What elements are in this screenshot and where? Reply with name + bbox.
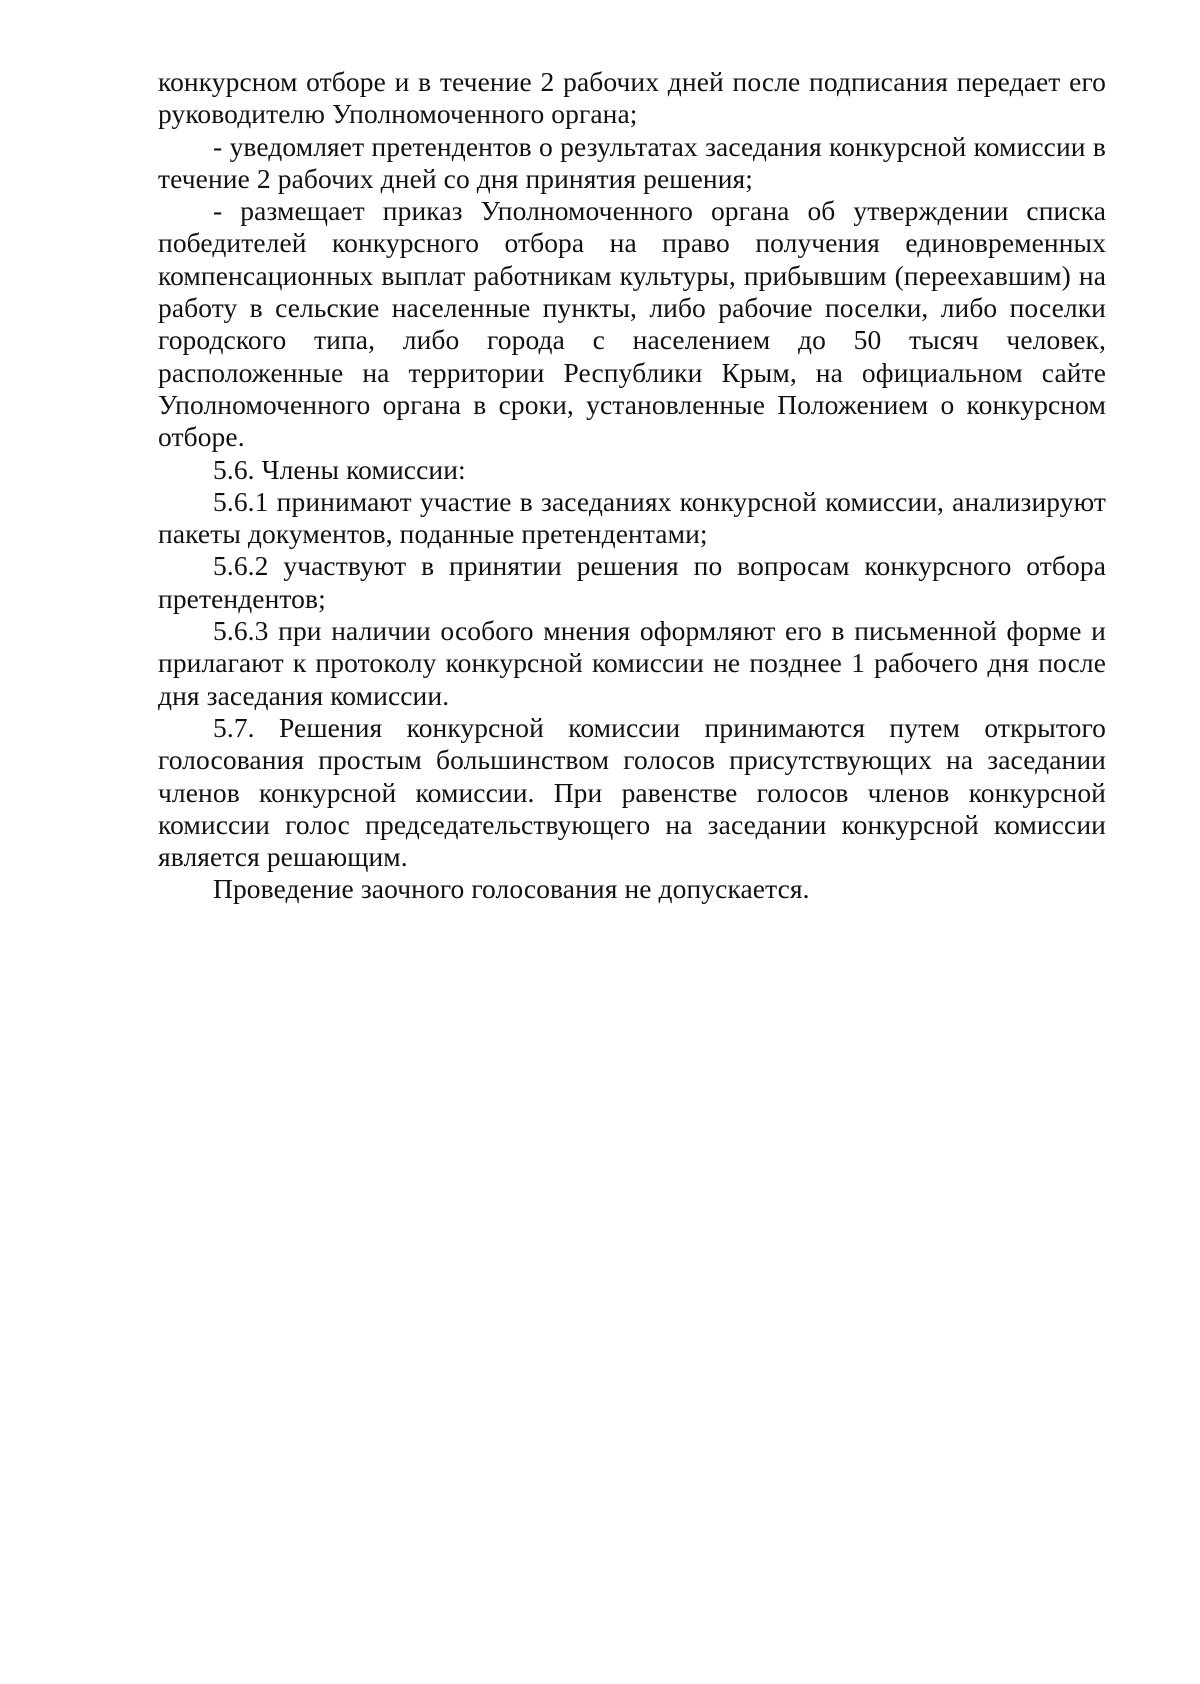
paragraph-absentee-voting: Проведение заочного голосования не допускается.: [213, 873, 810, 905]
paragraph-5-6-3: 5.6.3 при наличии особого мнения оформляют его в письменной форме и прилагают к протоколу конкурсной комиссии не позднее 1 рабочего дня после дня заседания комиссии.: [158, 615, 1106, 711]
paragraph-continuation: конкурсном отборе и в течение 2 рабочих дней после подписания передает его руководителю Уполномоченного органа;: [158, 66, 1106, 130]
document-body: [158, 66, 1106, 906]
paragraph-5-7: 5.7. Решения конкурсной комиссии принимаются путем открытого голосования простым большинством голосов присутствующих на заседании членов конкурсной комиссии. При равенстве голосов членов конкурсной комиссии голос председательствующего на заседании конкурсной комиссии является решающим.: [158, 711, 1106, 873]
paragraph-publish-order: - размещает приказ Уполномоченного органа об утверждении списка победителей конкурсного отбора на право получения единовременных компенсационных выплат работникам культуры, прибывшим (переехавшим) на работу в сельские населенные пункты, либо рабочие поселки, либо поселки городского типа, либо города с населением до 50 тысяч человек, расположенные на территории Республики Крым, на официальном сайте Уполномоченного органа в сроки, установленные Положением о конкурсном отборе.: [158, 195, 1106, 453]
paragraph-5-6-2: 5.6.2 участвуют в принятии решения по вопросам конкурсного отбора претендентов;: [158, 550, 1106, 614]
paragraph-notify-applicants: - уведомляет претендентов о результатах заседания конкурсной комиссии в течение 2 рабочих дней со дня принятия решения;: [158, 130, 1106, 194]
paragraph-5-6-heading: 5.6. Члены комиссии:: [213, 453, 466, 485]
paragraph-5-6-1: 5.6.1 принимают участие в заседаниях конкурсной комиссии, анализируют пакеты документов, поданные претендентами;: [158, 485, 1106, 550]
